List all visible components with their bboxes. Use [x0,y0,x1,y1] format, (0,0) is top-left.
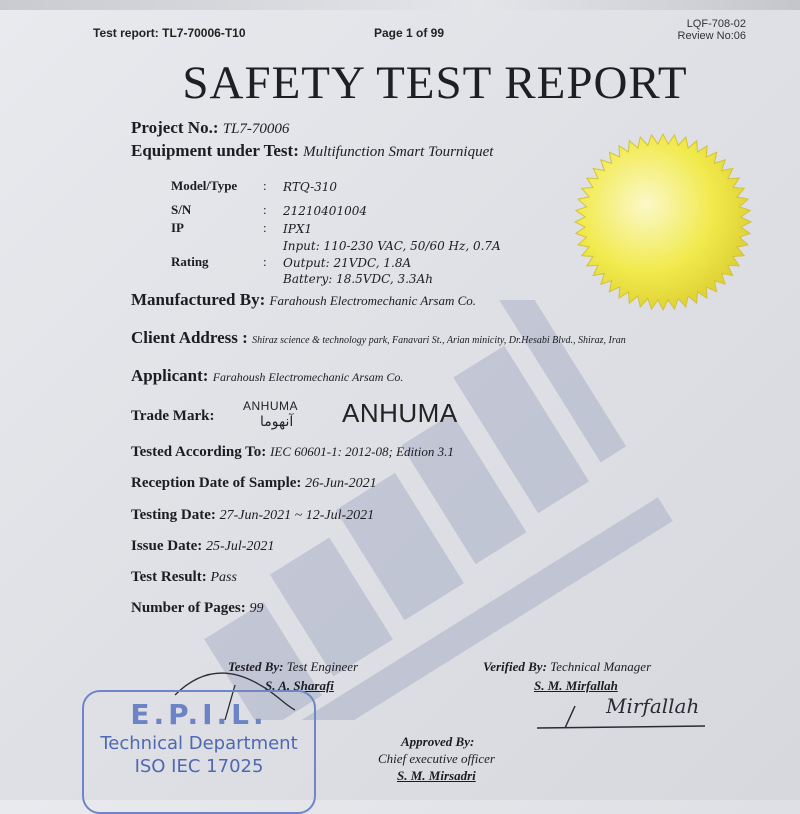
report-number: Test report: TL7-70006-T10 [93,26,246,40]
trademark-logo-small: ANHUMA [243,399,299,413]
gold-seal [573,132,753,312]
form-code [660,18,746,42]
result-value: Pass [210,570,237,585]
rating-input: Input: 110-230 VAC, 50/60 Hz, 0.7A [283,239,501,253]
verified-signature-stroke [535,700,715,735]
pages-value: 99 [249,601,264,616]
project-row [131,118,289,138]
model-row [171,178,237,194]
issue-row [131,538,274,555]
tested-by-role: Test Engineer [286,659,359,674]
issue-label: Issue Date: [131,538,203,554]
tested-by-name: S. A. Sharafi [265,678,334,693]
approved-by-name: S. M. Mirsadri [397,768,476,783]
trademark-logo-persian: آنهوما [260,414,294,430]
page-number: Page 1 of 99 [374,26,445,40]
model-label: Model/Type [171,178,238,193]
approved-by-role: Chief executive officer [378,751,495,766]
standard-label: Tested According To: [131,444,267,460]
client-label: Client Address : [131,328,248,347]
applicant-value: Farahoush Electromechanic Arsam Co. [212,370,404,384]
applicant-label: Applicant: [131,366,209,385]
result-row [131,569,237,586]
ip-colon: : [263,220,267,235]
equipment-row [131,141,493,161]
technical-department-stamp [82,690,316,814]
rating-output: Output: 21VDC, 1.8A [283,256,412,270]
result-label: Test Result: [131,569,207,585]
document-title: SAFETY TEST REPORT [182,57,688,109]
stamp-iso: ISO IEC 17025 [134,756,264,777]
form-code-text: LQF-708-02 [686,18,746,30]
ip-label: IP [171,220,184,235]
verified-by-row [483,659,651,675]
equipment-label: Equipment under Test: [131,141,299,160]
standard-value: IEC 60601-1: 2012-08; Edition 3.1 [270,444,454,459]
project-label: Project No.: [131,118,219,137]
ip-value: IPX1 [283,222,312,236]
verified-signature: Mirfallah [606,694,700,718]
manufacturer-row [131,290,476,310]
trademark-logo-large: ANHUMA [342,398,458,428]
reception-row [131,475,377,492]
project-value: TL7-70006 [222,121,290,137]
sn-row [171,202,191,218]
verified-by-role: Technical Manager [550,659,652,674]
reception-label: Reception Date of Sample: [131,475,302,491]
manufacturer-value: Farahoush Electromechanic Arsam Co. [269,293,477,308]
rating-battery: Battery: 18.5VDC, 3.3Ah [283,272,433,286]
testing-row [131,507,374,524]
verified-by-name: S. M. Mirfallah [534,678,618,693]
issue-value: 25-Jul-2021 [206,539,275,554]
tested-by-label: Tested By: [228,659,284,674]
stamp-org: E.P.I.L. [130,698,268,731]
approved-by-label-text: Approved By: [401,734,475,749]
ip-row [171,220,184,236]
stamp-dept: Technical Department [100,733,298,754]
applicant-row [131,366,403,386]
testing-label: Testing Date: [131,507,216,523]
sn-value: 21210401004 [283,204,367,218]
rating-colon: : [263,254,267,269]
verified-by-label: Verified By: [483,659,547,674]
page-edge [0,0,800,10]
manufacturer-label: Manufactured By: [131,290,266,309]
testing-value: 27-Jun-2021 ~ 12-Jul-2021 [219,508,375,523]
model-colon: : [263,178,267,193]
approved-by-label [401,734,474,750]
model-value: RTQ-310 [283,180,338,194]
client-row [131,328,626,348]
sn-colon: : [263,202,267,217]
reception-value: 26-Jun-2021 [305,476,377,491]
rating-label: Rating [171,254,209,269]
standard-row [131,444,454,461]
pages-label: Number of Pages: [131,600,246,616]
sn-label: S/N [171,202,192,217]
pages-row [131,600,263,617]
rating-row [171,254,209,270]
equipment-value: Multifunction Smart Tourniquet [303,144,494,160]
review-number: Review No:06 [677,30,746,42]
trademark-label: Trade Mark: [131,408,215,424]
client-value: Shiraz science & technology park, Fanavari St., Arian minicity, Dr.Hesabi Blvd., Shiraz, Iran [252,335,626,346]
